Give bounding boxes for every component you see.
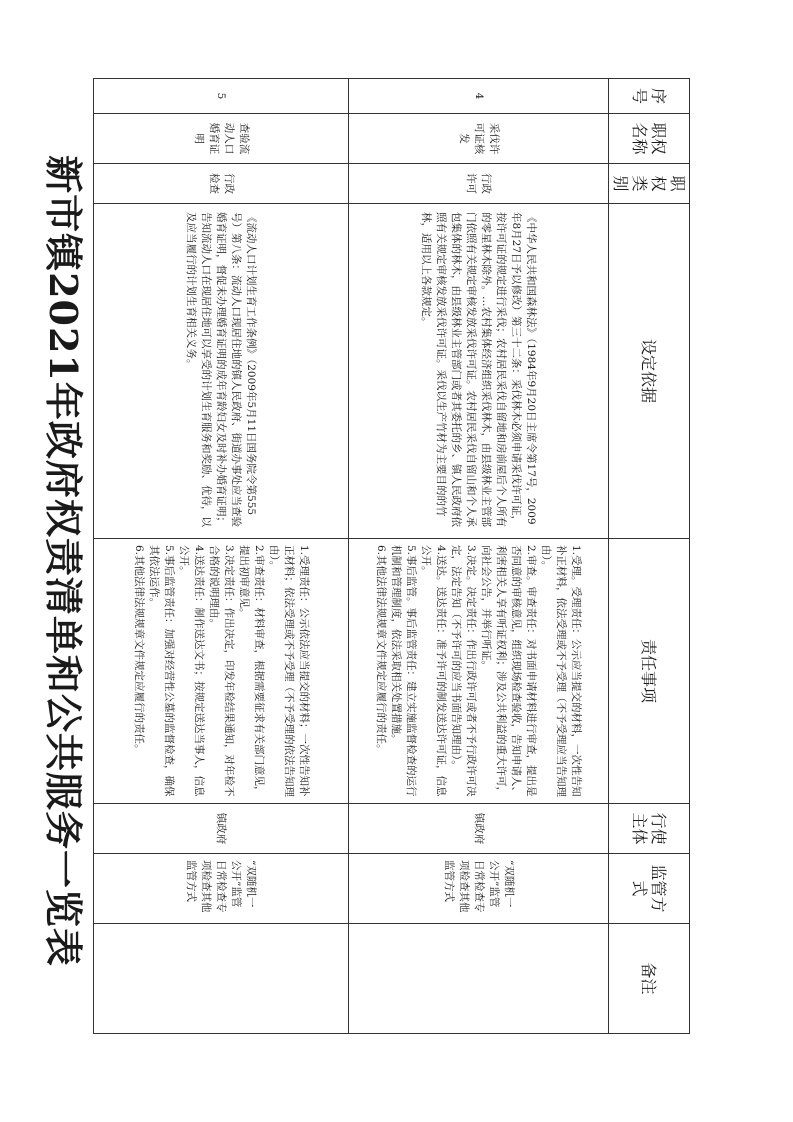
responsibility-item: 2.审查责任：材料审查，根据需要征求有关部门意见，提出初审意见。 — [238, 545, 265, 797]
row-remarks — [349, 924, 609, 1034]
row-remarks — [94, 924, 349, 1034]
header-remarks: 备注 — [609, 924, 690, 1034]
row-responsibilities — [349, 539, 609, 804]
header-basis: 设定依据 — [609, 204, 690, 539]
header-category: 职权类别 — [609, 164, 690, 204]
table-header-row — [609, 79, 690, 1034]
header-no: 序号 — [609, 79, 690, 114]
header-name: 职权名称 — [609, 114, 690, 164]
responsibility-item: 1.受理。受理责任：公示应当提交的材料，一次性告知补正材料，依法受理或不予受理（不予受理应当告知理由）。 — [540, 545, 583, 797]
row-subject: 镇政府 — [94, 804, 349, 854]
row-category: 行政检查 — [94, 164, 349, 204]
row-supervision: “双随机一公开”监管日常检查专项检查其他监管方式 — [94, 854, 349, 924]
responsibility-item: 1.受理责任：公示依法应当提交的材料；一次性告知补正材料；依法受理或不予受理（不予受理的依法告知理由）。 — [268, 545, 310, 797]
responsibility-item: 6.其他法律法规规章文件规定应履行的责任。 — [133, 545, 145, 755]
header-responsibilities: 责任事项 — [609, 539, 690, 804]
row-basis: 《流动人口计划生育工作条例》（2009年5月11日国务院令第555号）第八条：流动人口现居住地的镇人民政府、街道办事处应当查验婚育证明，督促未办理婚育证明的成年育龄妇女及时补办婚育证明；告知流动人口在现居住地可以享受的计划生育服务和奖励、优待，以及应当履行的计划生育相关义务。 — [94, 204, 349, 539]
responsibility-item: 4.送达。送达责任：准予许可的制发送达许可证，信息公开。 — [420, 545, 448, 797]
responsibility-item: 3.决定。决定责任：作出行政许可或者不予行政许可决定，法定告知（不予许可的应当书面告知理由）。 — [450, 545, 478, 797]
header-subject: 行使主体 — [609, 804, 690, 854]
responsibility-item: 4.送达责任：制作送达文书；按规定送达当事人，信息公开。 — [178, 545, 205, 797]
responsibility-item: 5.事后监管。事后监管责任：建立实施监督检查的运行机制和管理制度，依法采取相关处置措施。 — [390, 545, 418, 797]
header-supervision: 监管方式 — [609, 854, 690, 924]
page-title: 新市镇2021年政府权责清单和公共服务一览表 — [41, 155, 86, 967]
responsibility-item: 6.其他法律法规规章文件规定应履行的责任。 — [375, 545, 388, 755]
row-supervision: “双随机一公开”监管日常检查专项检查其他监管方式 — [349, 854, 609, 924]
responsibility-item: 3.决定责任：作出决定，印发年检结果通知，对年检不合格的说明理由。 — [208, 545, 235, 797]
responsibility-item: 5.事后监管责任：加强对经营性公墓的监督检查，确保其依法运作。 — [148, 545, 175, 797]
row-name: 采伐许可证核发 — [349, 114, 609, 164]
row-subject: 镇政府 — [349, 804, 609, 854]
responsibility-item: 2.审查。审查责任：对书面申请材料进行审查，提出是否同意的审核意见，组织现场检查验收，告知申请人、利害相关人享有听证权利；涉及公共利益的重大许可，向社会公告，并举行听证。 — [480, 545, 538, 797]
row-basis: 《中华人民共和国森林法》（1984年9月20日主席令第17号，2009年8月27日予以修改）第三十二条：采伐林木必须申请采伐许可证，按许可证的规定进行采伐；农村居民采伐自留地和房前屋后个人所有的零星林木除外。…农村集体经济组织采伐林木，由县级林业主管部门依照有关规定审核发放采伐许可证。农村居民采伐自留山和个人承包集体的林木，由县级林业主管部门或者其委托的乡、镇人民政府依照有关规定审核发放采伐许可证。采伐以生产竹材为主要目的的竹林，适用以上各款规定。 — [349, 204, 609, 539]
table-row — [349, 79, 609, 1034]
row-no: 4 — [349, 79, 609, 114]
row-no: 5 — [94, 79, 349, 114]
table-row — [94, 79, 349, 1034]
row-responsibilities — [94, 539, 349, 804]
power-list-table — [93, 78, 690, 1034]
row-name: 查验流动人口婚育证明 — [94, 114, 349, 164]
row-category: 行政许可 — [349, 164, 609, 204]
